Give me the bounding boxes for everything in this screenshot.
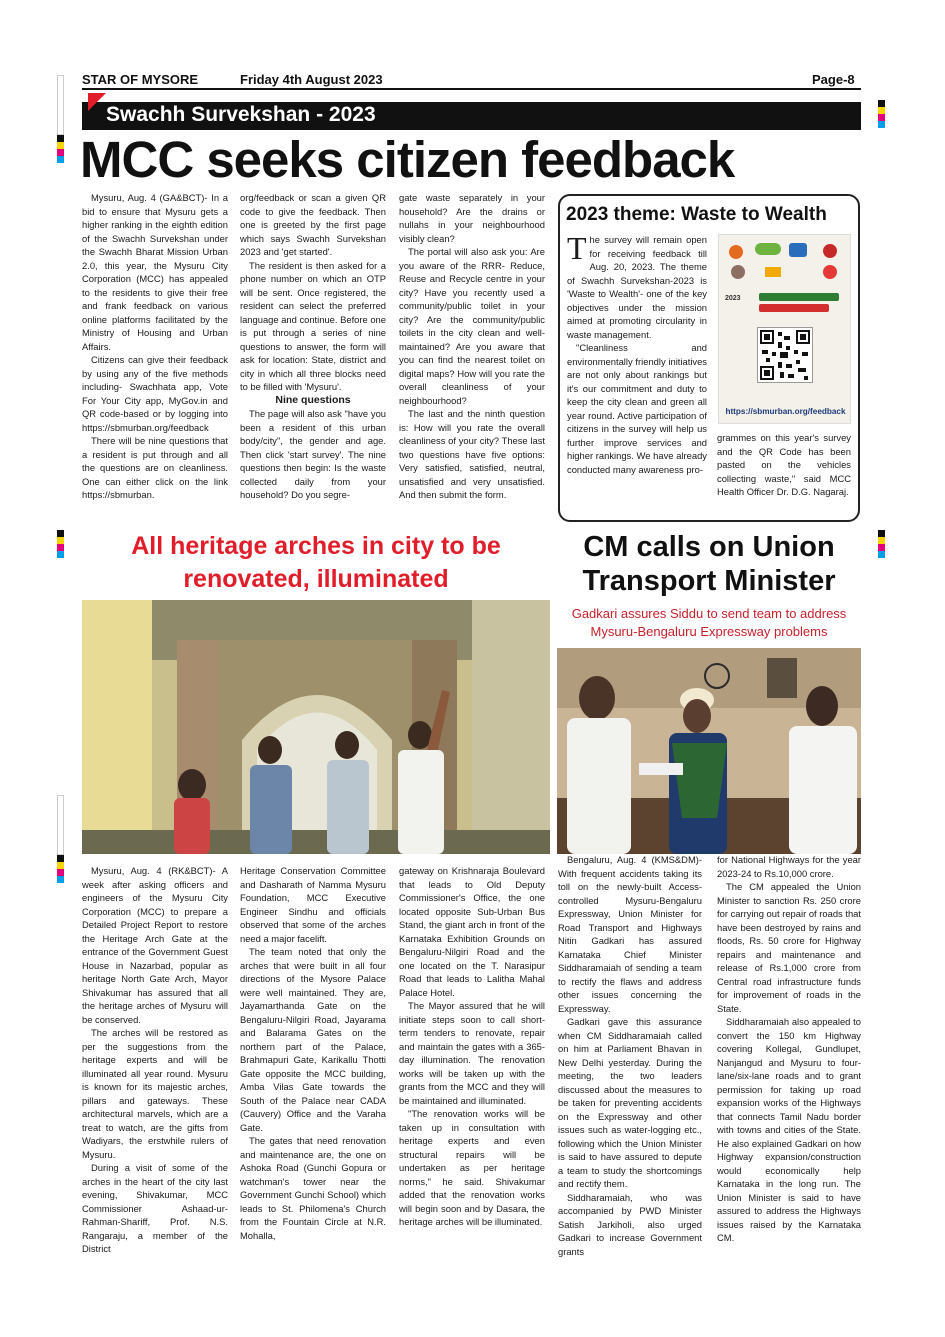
issue-date: Friday 4th August 2023	[240, 72, 383, 87]
para: The Mayor assured that he will initiate steps soon to call short-term tenders to renovate, repair and maintain the gates with a 365-day illumination. The renovation works will be taken up with the grants from the MCC and they will be maintained and illuminated.	[399, 1000, 545, 1106]
logo-icon	[755, 243, 781, 255]
para: The last and the ninth question is: How will you rate the overall cleanliness of your city? These last two questions have five options: Very satisfied, satisfied, neutral, unsatisfied and very unsatisfied. And then submit the form.	[399, 408, 545, 500]
para: The portal will also ask you: Are you aware of the RRR- Reduce, Reuse and Recycle centre in your city? Have you recently used a community/public toilet in your city? Are the community/public toilets in the city clean and well-maintained? Are you aware that you can find the nearest toilet on digital maps? How will you rate the overall cleanliness of your neighbourhood?	[399, 246, 545, 406]
story3-headline: CM calls on Union Transport Minister	[582, 531, 836, 597]
para: During a visit of some of the arches in the heart of the city last evening, Shivakumar, MCC Commissioner Ashaad-ur-Rahman-Shariff, Prof. N.S. Rangaraju, a member of the District	[82, 1162, 228, 1254]
registration-strip-top-right	[878, 100, 885, 128]
drop-cap: T	[567, 230, 587, 266]
para: Siddharamaiah also appealed to convert the 150 km Highway covering Kollegal, Gundlupet, Nanjangud and Mysuru to four-lane/six-lane roads and to grant permission for taking up road expansion works of the Highways that connects Tamil Nadu border with towns and cities of the State. He also explained Gadkari on how Highway expansion/construction would economically help Karnataka in the long run. The Union Minister is said to have assured to address the Highways issues raised by the Karnataka CM.	[717, 1016, 861, 1243]
story1-column-1	[82, 191, 228, 502]
story2-column-1	[82, 864, 228, 1256]
logo-strip	[725, 241, 845, 281]
story1-column-2	[240, 191, 386, 502]
qr-code-icon	[757, 327, 813, 383]
theme-box-text-continued	[717, 431, 851, 499]
para: Gadkari gave this assurance when CM Siddharamaiah called on him at Parliament Bhavan in New Delhi yesterday. During the meeting, the two leaders discussed about the measures to be taken for preventing accidents on the Expressway and other issues such as water-logging etc., following which the Union Minister is said to have assured to depute a team to study the shortcomings and rectify them.	[558, 1016, 702, 1189]
masthead-rule	[82, 88, 861, 90]
para: grammes on this year's survey and the QR Code has been pasted on the vehicles collecting waste," said MCC Health Officer Dr. D.G. Nagaraj.	[717, 432, 851, 497]
poster-title-graphic	[759, 293, 839, 315]
para: Bengaluru, Aug. 4 (KMS&DM)- With frequent accidents taking its toll on the newly-built Access-controlled Mysuru-Bengaluru Expressway, Union Minister for Road Transport and Highways Nitin Gadkari has assured Karnataka Chief Minister Siddharamaiah of sending a team to rectify the flaws and address other issues concerning the Expressway.	[558, 854, 702, 1014]
logo-icon	[823, 265, 837, 279]
poster-year: 2023	[725, 295, 741, 302]
section-banner	[82, 102, 861, 130]
section-banner-text: Swachh Survekshan - 2023	[106, 103, 376, 126]
para: The resident is then asked for a phone number on which an OTP will be sent. Once registered, the resident can select the preferred language and continue. Before one is put through a series of nine questions to answer, the form will ask for location: State, district and city in which all three blocks need to be filled with 'Mysuru'.	[240, 259, 386, 392]
page-number: Page-8	[812, 72, 855, 87]
story2-column-2	[240, 864, 386, 1242]
para: Mysuru, Aug. 4 (RK&BCT)- A week after asking officers and engineers of the Mysuru City Corporation (MCC) to prepare a Detailed Project Report to restore the Heritage Arch Gate at the entrance of the Government Guest House in Nazarbad, popular as heritage North Gate Arch, Mayor Shivakumar has assured that all the heritage arches of Mysuru will be conserved.	[82, 865, 228, 1025]
arch-photo-graphic	[82, 600, 550, 854]
story2-column-3	[399, 864, 545, 1229]
para: Mysuru, Aug. 4 (GA&BCT)- In a bid to ensure that Mysuru gets a higher ranking in the eighth edition of the Swachh Survekshan under the Swachh Bharat Mission Urban 2.0, this year, the Mysuru City Corporation (MCC) has appealed to the residents to give their free and frank feedback on various online platforms facilitated by the Ministry of Housing and Urban Affairs.	[82, 192, 228, 352]
para: gate waste separately in your household? Are the drains or nullahs in your neighbourhood visibly clean?	[399, 192, 545, 244]
subhead-nine-questions: Nine questions	[275, 393, 351, 406]
theme-box-text	[567, 230, 707, 476]
story2-headline: All heritage arches in city to be renovated, illuminated	[131, 532, 501, 593]
logo-icon	[789, 243, 807, 257]
logo-icon	[765, 267, 781, 277]
registration-strip-mid-right	[878, 530, 885, 558]
para: The arches will be restored as per the suggestions from the heritage experts and will be illuminated all year round. Mysuru is known for its majestic arches, pillars and gateways. These architectural marvels, which are a treat to watch, are the gifts from Wadiyars, the erstwhile rulers of Mysuru.	[82, 1027, 228, 1160]
theme-box-title: 2023 theme: Waste to Wealth	[566, 204, 827, 225]
para: Siddharamaiah, who was accompanied by PWD Minister Satish Jarkiholi, also urged Gadkari to increase Government grants	[558, 1191, 702, 1257]
story3-subhead: Gadkari assures Siddu to send team to address Mysuru-Bengaluru Expressway problems	[571, 606, 847, 639]
para: The CM appealed the Union Minister to sanction Rs. 250 crore for carrying out repair of roads that have been destroyed by rains and floods, Rs. 50 crore for Highway repairs and maintenance and release of Rs.1,000 crore from Central road infrastructure funds for improvement of roads in the State.	[717, 881, 861, 1014]
logo-icon	[823, 244, 837, 258]
para: org/feedback or scan a given QR code to give the feedback. Then one is greeted by the first page which says Swachh Survekshan 2023 and 'get started'.	[240, 192, 386, 257]
qr-code-graphic	[758, 328, 812, 382]
story3-column-1	[558, 853, 702, 1258]
arch-photo	[82, 600, 550, 854]
story1-column-3	[399, 191, 545, 502]
red-corner-mark	[88, 93, 106, 111]
para: "Cleanliness and environmentally friendly initiatives are not only about rankings but it's our commitment and duty to keep the city clean and green all year round. Active participation of citizens in the survey will help us further improve services and higher rankings. We have already conducted many awareness pro-	[567, 342, 707, 475]
registration-strip-top	[57, 75, 64, 163]
logo-icon	[731, 265, 745, 279]
qr-poster	[718, 234, 851, 424]
registration-strip-lower-left	[57, 795, 64, 883]
para: The page will also ask "have you been a resident of this urban body/city", the gender and age. Then click 'start survey'. The nine questions then begin: Is the waste collected daily from your household? Do you segre-	[240, 408, 386, 500]
para: There will be nine questions that a resident is put through and all the questions are on cleanliness. One can either click on the link https://sbmurban.	[82, 435, 228, 500]
para: The gates that need renovation and maintenance are, the one on Ashoka Road (Gunchi Gopura or watchman's tower near the Government Gunchi School) which leads to St. Philomena's Church from the Fountain Circle at N.R. Mohalla,	[240, 1135, 386, 1241]
para: The team noted that only the arches that were built in all four directions of the Mysore Palace were well maintained. They are, Jayamarthanda Gate on the Bengaluru-Nilgiri Road, Jayarama and Balarama Gates on the northern part of the Palace, Brahmapuri Gate, Karikallu Thotti Gate opposite the MCC building, Amba Vilas Gate towards the South of the Palace near CADA (Cauvery) Office and the Varaha Gate.	[240, 946, 386, 1133]
para: he survey will remain open for receiving feedback till Aug. 20, 2023. The theme of Swachh Survekshan-2023 is 'Waste to Wealth'- one of the key objectives under the mission aimed at promoting circularity in waste management.	[567, 234, 707, 340]
main-headline: MCC seeks citizen feedback	[80, 131, 735, 188]
registration-strip-mid-left	[57, 530, 64, 558]
para: "The renovation works will be taken up in consultation with heritage experts and even structural repairs will be undertaken as per heritage norms," he said. Shivakumar added that the renovation works will begin soon and by Dasara, the heritage arches will be illuminated.	[399, 1108, 545, 1227]
para: Citizens can give their feedback by using any of the five methods including- Swachhata app, Vote For Your City app, MyGov.in and QR code-based or by logging into https://sbmurban.org/feedback	[82, 354, 228, 433]
paper-name: STAR OF MYSORE	[82, 72, 199, 87]
cm-meeting-photo-graphic	[557, 648, 861, 854]
cm-meeting-photo	[557, 648, 861, 854]
story3-column-2	[717, 853, 861, 1245]
para: for National Highways for the year 2023-24 to Rs.10,000 crore.	[717, 854, 861, 879]
para: gateway on Krishnaraja Boulevard that leads to Old Deputy Commissioner's Office, the one located opposite Sub-Urban Bus Stand, the giant arch in front of the Karnataka Exhibition Grounds on Bengaluru-Nilgiri Road and the one located on the T. Narasipur Road that leads to Lalitha Mahal Palace Hotel.	[399, 865, 545, 998]
qr-feedback-url: https://sbmurban.org/feedback	[725, 407, 846, 416]
para: Heritage Conservation Committee and Dasharath of Namma Mysuru Foundation, MCC Executive Engineer Sindhu and officials observed that some of the arches need a major facelift.	[240, 865, 386, 944]
logo-icon	[729, 245, 743, 259]
